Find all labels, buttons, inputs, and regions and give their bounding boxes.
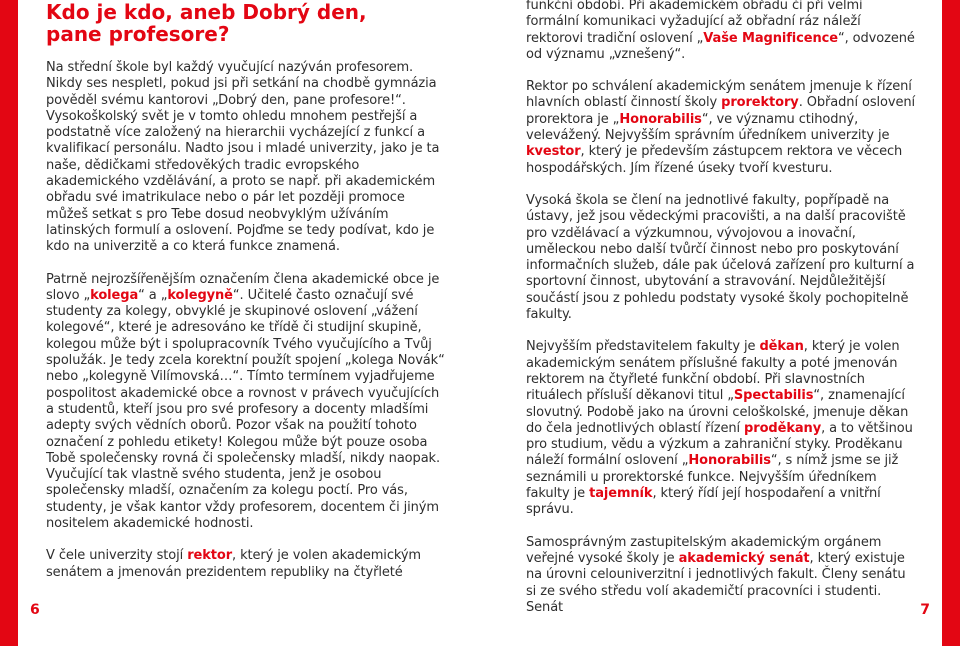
text-run: funkční období. Při akademickém obřadu či při velmi formální komunikaci vyžadující až obřadní ráz náleží rektorovi tradiční oslovení „ bbox=[526, 0, 863, 46]
term-spectabilis: Spectabilis bbox=[733, 388, 814, 404]
prorektor-paragraph bbox=[526, 79, 918, 177]
text-run: “. Učitelé často označují své studenty za kolegy, obvyklé je skupinové oslovení „vážení kolegové“, které je adresováno ke třídě či studijní skupině, kolegou může být i spolupracovník Tvého vyučujícího a Tvůj spolužák. Je tedy zcela korektní použít spojení „kolega Novák“ nebo „kolegyně Vilímovská…“. Tímto termínem vyjadřujeme pospolitost akademické obce a rovnost v právech vyučujících a studentů, kteří jsou pro své profesory a docenty mladšími adepty svých vědních oborů. Pozor však na použití tohoto označení z pohledu etikety! Kolegou může být pouze osoba Tobě společensky rovná či společensky mladší, nikdy naopak. Vyučující tak vlastně svého studenta, jenž je osobou společensky mladší, označením za kolegu poctí. Pro vás, studenty, je však kantor vždy profesorem, docentem či jiným nositelem akademické hodnosti. bbox=[46, 287, 445, 532]
term-prorektory: prorektory bbox=[721, 95, 799, 111]
term-honorabilis-dean: Honorabilis bbox=[688, 453, 771, 469]
text-run: Samosprávným zastupitelským akademickým orgánem veřejné vysoké školy je bbox=[526, 534, 882, 566]
fakulty-paragraph: Vysoká škola se člení na jednotlivé fakulty, popřípadě na ústavy, jež jsou vědeckými pracovišti, a na další pracoviště pro vzdělávací a výzkumnou, vývojovou a inovační, uměleckou nebo další tvůrčí činnost nebo pro poskytování informačních služeb, dále pak účelová zařízení pro kulturní a sportovní činnost, ubytování a stravování. Nejdůležitější součástí jsou z pohledu podstaty vysoké školy pochopitelně fakulty. bbox=[526, 192, 915, 323]
page-title-line-2: pane profesore? bbox=[46, 21, 230, 46]
left-red-margin-bar bbox=[0, 0, 18, 646]
left-page-column bbox=[46, 0, 448, 581]
intro-paragraph: Na střední škole byl každý vyučující nazýván profesorem. Nikdy ses nespletl, pokud jsi při setkání na chodbě gymnázia pověděl svému kantorovi „Dobrý den, pane profesore!“. Vysokoškolský svět je v tomto ohledu mnohem pestřejší a podstatně více založený na hierarchii vycházející z funkcí a kvalifikací personálu. Nadto jsou i mladé univerzity, jako je ta naše, dědičkami středověkých tradic evropského akademického vzdělávání, a proto se např. při akademickém obřadu své imatrikulace nebo o pár let později promoce můžeš setkat s pro Tebe dosud neobvyklým užíváním latinských formulí a oslovení. Pojďme se tedy podívat, kdo je kdo na univerzitě a co která funkce znamená. bbox=[46, 60, 440, 255]
right-red-margin-bar bbox=[942, 0, 960, 646]
term-kvestor: kvestor bbox=[526, 144, 581, 160]
text-run: , který je volen akademickým senátem a jmenován prezidentem republiky na čtyřleté bbox=[46, 548, 421, 580]
text-run: Nejvyšším představitelem fakulty je bbox=[526, 339, 760, 355]
term-rektor: rektor bbox=[187, 548, 233, 564]
text-run: Rektor po schválení akademickým senátem jmenuje k řízení hlavních oblastí činností školy bbox=[526, 79, 912, 111]
text-run: “ a „ bbox=[138, 287, 168, 303]
text-run: “, odvozené od významu „vznešený“. bbox=[526, 30, 915, 62]
right-page-column bbox=[526, 0, 918, 616]
term-dekan: děkan bbox=[759, 339, 804, 355]
text-run: “, znamenající slovutný. Podobě jako na úrovni celoškolské, jmenuje děkan do čela jednotlivých oblastí řízení bbox=[526, 388, 909, 436]
kolega-paragraph bbox=[46, 272, 448, 533]
senat-paragraph bbox=[526, 535, 918, 616]
magnificence-paragraph bbox=[526, 0, 918, 63]
text-run: “, s nímž jsme se již seznámili u prorektorské funkce. Nejvyšším úředníkem fakulty je bbox=[526, 453, 899, 502]
term-kolegyne: kolegyně bbox=[167, 287, 233, 303]
text-run: , který je především zástupcem rektora ve věcech hospodářských. Jím řízené úseky tvoří kvesturu. bbox=[526, 144, 903, 176]
text-run: , který existuje na úrovni celouniverzitní i jednotlivých fakult. Členy senátu si ze svého středu volí akademičtí pracovníci i studenti. Senát bbox=[526, 550, 906, 615]
text-run: V čele univerzity stojí bbox=[46, 548, 188, 564]
text-run: Patrně nejrozšířenějším označením člena akademické obce je slovo „ bbox=[46, 271, 440, 303]
term-honorabilis: Honorabilis bbox=[619, 111, 702, 127]
term-tajemnik: tajemník bbox=[589, 486, 653, 502]
dekan-paragraph bbox=[526, 339, 918, 518]
text-run: “, ve významu ctihodný, velevážený. Nejvyšším správním úředníkem univerzity je bbox=[526, 111, 890, 144]
term-vase-magnificence: Vaše Magnificence bbox=[703, 30, 838, 46]
text-run: , který je volen akademickým senátem příslušné fakulty a poté jmenován rektorem na čtyřleté funkční období. Při slavnostních rituálech přísluší děkanovi titul „ bbox=[526, 339, 900, 404]
page-title bbox=[46, 0, 448, 45]
text-run: , a to většinou pro studium, vědu a výzkum a zahraniční styky. Proděkanu náleží formální oslovení „ bbox=[526, 420, 913, 469]
term-akademicky-senat: akademický senát bbox=[678, 550, 810, 566]
term-kolega: kolega bbox=[90, 287, 139, 303]
text-run: . Obřadní oslovení prorektora je „ bbox=[526, 95, 916, 127]
rektor-paragraph bbox=[46, 548, 448, 581]
text-run: , který řídí její hospodaření a vnitřní správu. bbox=[526, 486, 881, 518]
page-number-left: 6 bbox=[30, 602, 40, 618]
term-prodekany: proděkany bbox=[744, 420, 822, 436]
page-title-line-1: Kdo je kdo, aneb Dobrý den, bbox=[46, 0, 367, 24]
page-number-right: 7 bbox=[920, 602, 930, 618]
